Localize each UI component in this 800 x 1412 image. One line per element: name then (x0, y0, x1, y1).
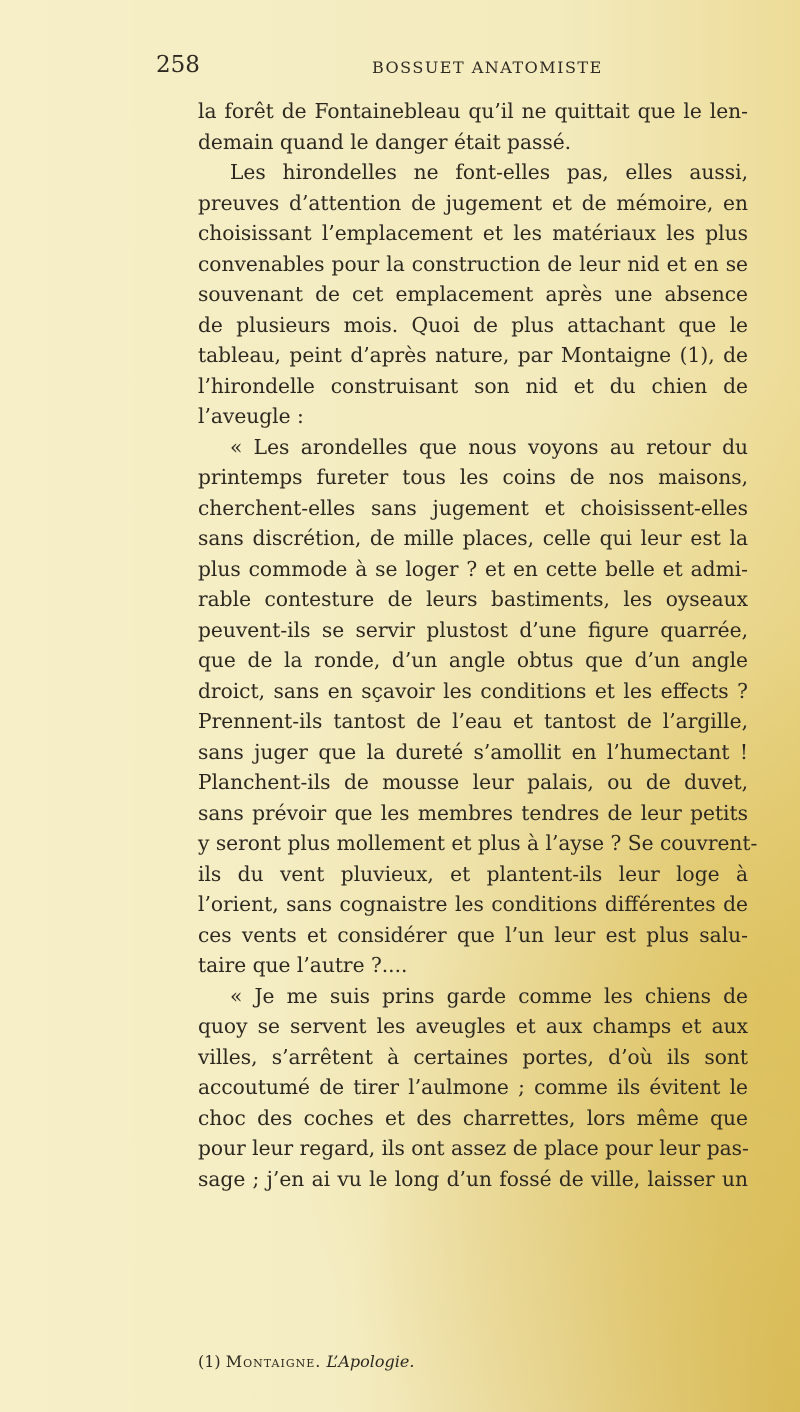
text-line: sage ; j’en ai vu le long d’un fossé de ville, laisser un (198, 1166, 748, 1191)
text-line: taire que l’autre ?.... (198, 953, 408, 977)
footnote (198, 1352, 414, 1372)
text-line: droict, sans en sçavoir les conditions et les effects ? (198, 678, 748, 703)
text-line: quoy se servent les aveugles et aux champs et aux (198, 1014, 748, 1038)
text-line: convenables pour la construction de leur nid et en se (198, 251, 748, 276)
footnote-work: L’Apologie. (326, 1352, 415, 1371)
footnote-marker: (1) (198, 1352, 221, 1371)
running-title: BOSSUET ANATOMISTE (372, 58, 603, 77)
text-line: sans juger que la dureté s’amollit en l’humectant ! (198, 739, 748, 764)
text-line: l’hirondelle construisant son nid et du chien de (198, 373, 748, 398)
text-line: l’orient, sans cognaistre les conditions différentes de (198, 892, 748, 916)
text-line: y seront plus mollement et plus à l’ayse ? Se couvrent- (198, 831, 758, 855)
text-line: peuvent-ils se servir plustost d’une figure quarrée, (198, 617, 748, 642)
text-line: choc des coches et des charrettes, lors même que (198, 1105, 748, 1130)
text-line: villes, s’arrêtent à certaines portes, d’où ils sont (198, 1044, 748, 1069)
text-line: plus commode à se loger ? et en cette belle et admi- (198, 556, 748, 581)
text-line: demain quand le danger était passé. (198, 129, 572, 154)
text-line: pour leur regard, ils ont assez de place pour leur pas- (198, 1136, 749, 1160)
text-line: ces vents et considérer que l’un leur est plus salu- (198, 922, 748, 947)
text-line: cherchent-elles sans jugement et choisissent-elles (198, 495, 748, 520)
text-line: « Je me suis prins garde comme les chiens de (230, 983, 748, 1008)
text-line: « Les arondelles que nous voyons au retour du (230, 434, 748, 459)
text-line: que de la ronde, d’un angle obtus que d’un angle (198, 648, 748, 672)
text-line: printemps fureter tous les coins de nos maisons, (198, 465, 748, 489)
text-line: sans prévoir que les membres tendres de leur petits (198, 800, 748, 825)
footnote-author: Montaigne. (225, 1352, 322, 1371)
text-line: Planchent-ils de mousse leur palais, ou de duvet, (198, 770, 748, 794)
text-line: souvenant de cet emplacement après une absence (198, 282, 748, 306)
text-line: Les hirondelles ne font-elles pas, elles aussi, (230, 160, 748, 184)
text-line: l’aveugle : (198, 404, 304, 428)
text-line: choisissant l’emplacement et les matériaux les plus (198, 221, 748, 245)
text-line: Prennent-ils tantost de l’eau et tantost de l’argille, (198, 709, 748, 733)
text-line: de plusieurs mois. Quoi de plus attachant que le (198, 312, 748, 337)
text-line: ils du vent pluvieux, et plantent-ils leur loge à (198, 861, 748, 886)
text-line: sans discrétion, de mille places, celle qui leur est la (198, 526, 748, 550)
text-line: rable contesture de leurs bastiments, les oyseaux (198, 587, 748, 611)
page-header (156, 52, 746, 92)
text-line: preuves d’attention de jugement et de mémoire, en (198, 190, 748, 215)
text-line: accoutumé de tirer l’aulmone ; comme ils évitent le (198, 1075, 748, 1099)
text-line: tableau, peint d’après nature, par Montaigne (1), de (198, 343, 748, 367)
body-text (198, 96, 758, 1194)
page-number: 258 (156, 52, 200, 78)
text-line: la forêt de Fontainebleau qu’il ne quittait que le len- (198, 99, 748, 123)
